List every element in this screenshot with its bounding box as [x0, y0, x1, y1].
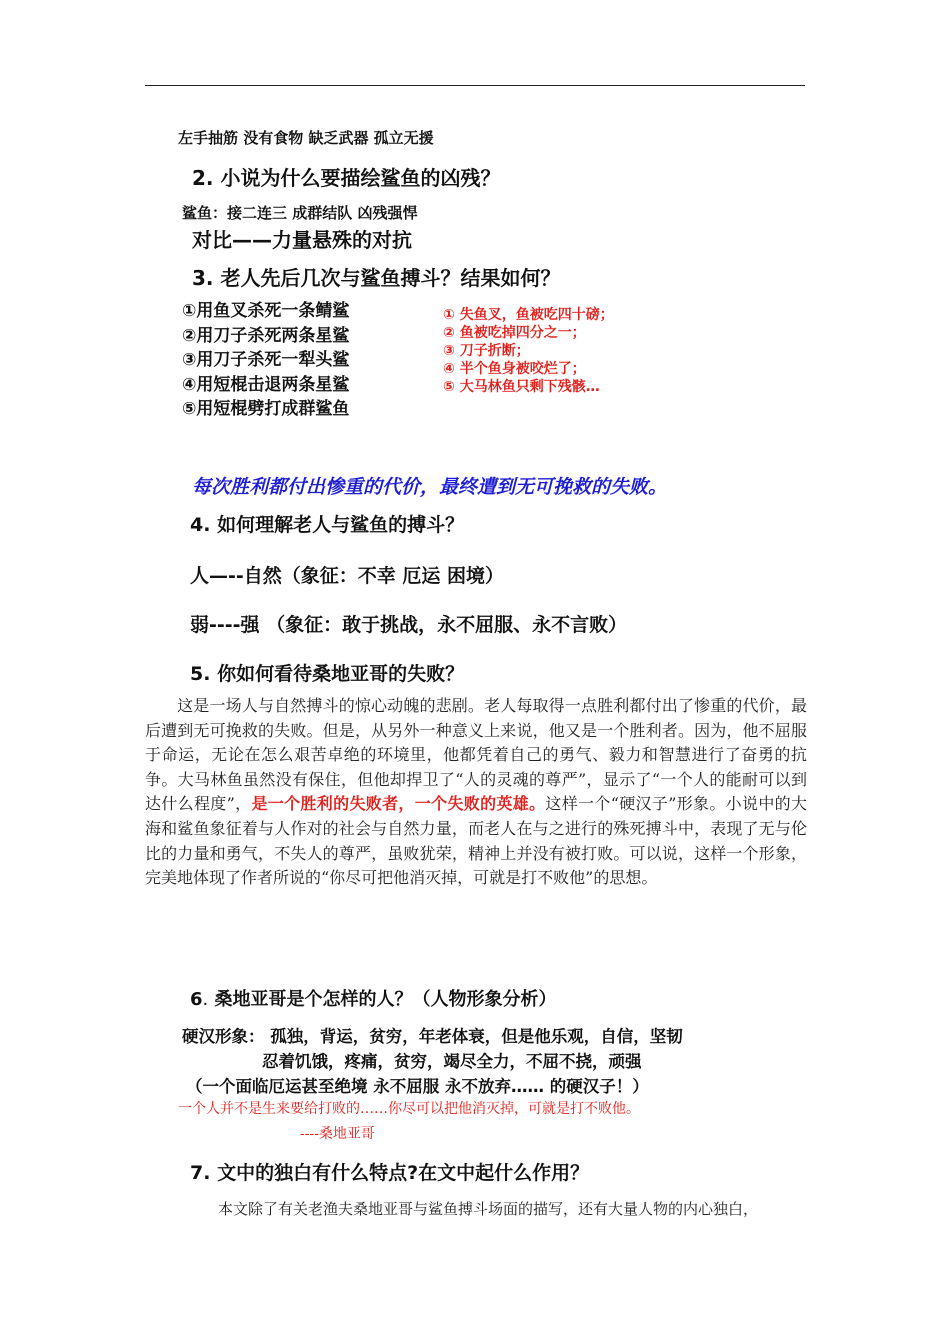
result-item: ⑤ 大马林鱼只剩下残骸… [443, 379, 600, 395]
conclusion: 每次胜利都付出惨重的代价，最终遭到无可挽救的失败。 [192, 476, 668, 498]
question-2-number: 2. [192, 166, 214, 190]
result-item: ① 失鱼叉，鱼被吃四十磅； [443, 307, 614, 323]
shark-description: 鲨鱼：接二连三 成群结队 凶残强悍 [182, 204, 418, 222]
question-5 [190, 659, 464, 686]
question-5-text: 你如何看待桑地亚哥的失败？ [210, 663, 465, 685]
question-3-number: 3. [192, 266, 214, 290]
fight-list [182, 299, 349, 422]
question-2 [192, 162, 500, 191]
result-item: ③ 刀子折断； [443, 343, 530, 359]
man-nature: 人—--自然（象征：不幸 厄运 困境） [190, 565, 505, 587]
question-6-text: 桑地亚哥是个怎样的人？（人物形象分析） [208, 989, 557, 1010]
tough-guy-line-1: 硬汉形象： 孤独，背运，贫穷，年老体衰，但是他乐观，自信，坚韧 [182, 1027, 683, 1046]
fight-item: ①用鱼叉杀死一条鲭鲨 [182, 301, 350, 321]
tough-guy-line-2: 忍着饥饿，疼痛，贫穷，竭尽全力，不屈不挠，顽强 [262, 1052, 642, 1071]
result-item: ④ 半个鱼身被咬烂了； [443, 361, 586, 377]
quote: 一个人并不是生来要给打败的……你尽可以把他消灭掉，可就是打不败他。 [178, 1101, 640, 1117]
answer-5-paragraph [145, 694, 807, 891]
question-6-number: 6 [190, 989, 203, 1010]
question-4-number: 4. [190, 514, 211, 536]
answer-1: 左手抽筋 没有食物 缺乏武器 孤立无援 [178, 129, 434, 147]
question-5-number: 5. [190, 663, 211, 685]
fight-item: ④用短棍击退两条星鲨 [182, 374, 350, 395]
question-3 [192, 262, 560, 291]
weak-strong: 弱----强 （象征：敢于挑战，永不屈服、永不言败） [190, 614, 628, 636]
quote-attribution: ----桑地亚哥 [300, 1126, 375, 1142]
header-rule [145, 85, 805, 86]
fight-item: ③用刀子杀死一犁头鲨 [182, 350, 350, 370]
question-2-text: 小说为什么要描绘鲨鱼的凶残？ [213, 166, 501, 190]
question-6-dot: . [202, 989, 209, 1010]
answer-7-text: 本文除了有关老渔夫桑地亚哥与鲨鱼搏斗场面的描写，还有大量人物的内心独白， [218, 1200, 759, 1218]
result-item: ② 鱼被吃掉四分之一； [443, 325, 586, 341]
question-7 [190, 1158, 589, 1185]
question-3-text: 老人先后几次与鲨鱼搏斗？结果如何？ [213, 266, 561, 290]
fight-item: ②用刀子杀死两条星鲨 [182, 325, 350, 346]
question-6 [190, 985, 557, 1011]
answer-5-text: 这是一场人与自然搏斗的惊心动魄的悲剧。老人每取得一点胜利都付出了惨重的代价，最后遭到无可挽救的失败。但是，从另外一种意义上来说，他又是一个胜利者。因为，他不屈服于命运，无论在怎么艰苦卓绝的环境里，他都凭着自己的勇气、毅力和智慧进行了奋勇的抗争。大马林鱼虽然没有保住，但他却捍卫了“人的灵魂的尊严”，显示了“一个人的能耐可以到达什么程度”， [145, 696, 807, 814]
question-7-number: 7. [190, 1162, 211, 1184]
answer-5-highlight: 是一个胜利的失败者，一个失败的英雄。 [251, 794, 546, 814]
answer-5-text-cont: 这样一个“硬汉子”形象。小说中的大海和鲨鱼象征着与人作对的社会与自然力量，而老人在与之进行的殊死搏斗中，表现了无与伦比的力量和勇气，不失人的尊严，虽败犹荣，精神上并没有被打败。可以说，这样一个形象，完美地体现了作者所说的“你尽可把他消灭掉，可就是打不败他”的思想。 [145, 794, 807, 888]
result-list [443, 306, 614, 396]
contrast-summary: 对比——力量悬殊的对抗 [192, 228, 412, 252]
fight-item: ⑤用短棍劈打成群鲨鱼 [182, 399, 350, 419]
tough-guy-line-3: （一个面临厄运甚至绝境 永不屈服 永不放弃…… 的硬汉子！） [186, 1077, 649, 1096]
question-7-text: 文中的独白有什么特点?在文中起什么作用？ [210, 1162, 590, 1184]
question-4-text: 如何理解老人与鲨鱼的搏斗？ [210, 514, 465, 536]
question-4 [190, 510, 464, 537]
